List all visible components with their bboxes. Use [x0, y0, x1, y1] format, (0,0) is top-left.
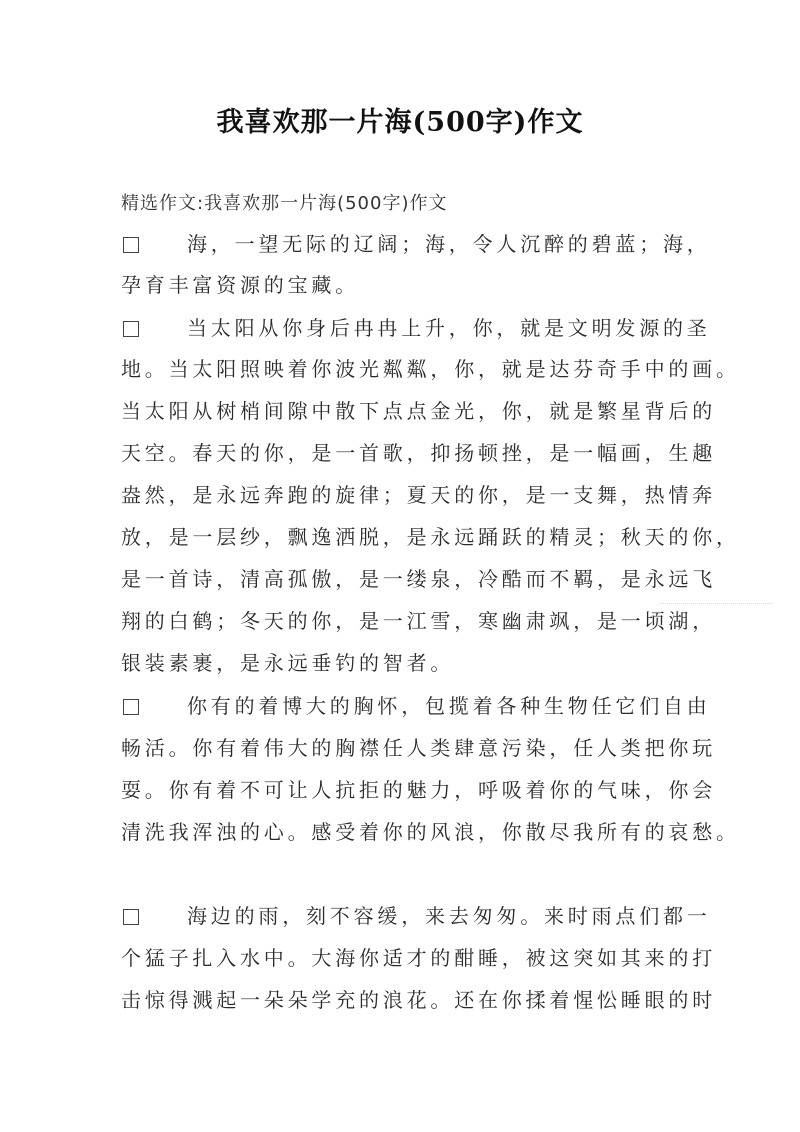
- paragraph-2-line-8: 翔的白鹤；冬天的你，是一江雪，寒幽肃飒，是一顷湖，: [121, 609, 716, 633]
- paragraph-3-line-2: 畅活。你有着伟大的胸襟任人类肆意污染，任人类把你玩: [121, 736, 716, 760]
- paragraph-3-line-4: 清洗我浑浊的心。感受着你的风浪，你散尽我所有的哀愁。: [121, 820, 740, 844]
- paragraph-4-line-1: 海边的雨，刻不容缓，来去匆匆。来时雨点们都一: [187, 904, 711, 928]
- paragraph-2-line-9: 银装素裹，是永远垂钓的智者。: [121, 651, 455, 675]
- paragraph-1-line-2: 孕育丰富资源的宝藏。: [121, 273, 359, 297]
- paragraph-4-line-3: 击惊得溅起一朵朵学充的浪花。还在你揉着惺忪睡眼的时: [121, 988, 716, 1012]
- paragraph-1-line-1: 海，一望无际的辽阔；海，令人沉醉的碧蓝；海，: [187, 232, 711, 256]
- paragraph-2-line-3: 当太阳从树梢间隙中散下点点金光，你，就是繁星背后的: [121, 399, 716, 423]
- paragraph-2-line-6: 放，是一层纱，飘逸洒脱，是永远踊跃的精灵；秋天的你，: [121, 525, 740, 549]
- paragraph-2-line-5: 盎然，是永远奔跑的旋律；夏天的你，是一支舞，热情奔: [121, 483, 716, 507]
- document-title: 我喜欢那一片海(500字)作文: [216, 107, 584, 138]
- paragraph-3-line-1: 你有的着博大的胸怀，包揽着各种生物任它们自由: [187, 694, 711, 718]
- paragraph-2-line-4: 天空。春天的你，是一首歌，抑扬顿挫，是一幅画，生趣: [121, 441, 716, 465]
- paragraph-2-line-2: 地。当太阳照映着你波光粼粼，你，就是达芬奇手中的画。: [121, 357, 740, 381]
- document-subtitle: 精选作文:我喜欢那一片海(500字)作文: [121, 193, 448, 214]
- paragraph-3-line-3: 耍。你有着不可让人抗拒的魅力，呼吸着你的气味，你会: [121, 778, 716, 802]
- decorative-divider: [660, 603, 772, 604]
- paragraph-4-line-2: 个猛子扎入水中。大海你适才的酣睡，被这突如其来的打: [121, 946, 716, 970]
- paragraph-2-line-7: 是一首诗，清高孤傲，是一缕泉，冷酷而不羁，是永远飞: [121, 567, 716, 591]
- paragraph-2-line-1: 当太阳从你身后冉冉上升，你，就是文明发源的圣: [187, 316, 711, 340]
